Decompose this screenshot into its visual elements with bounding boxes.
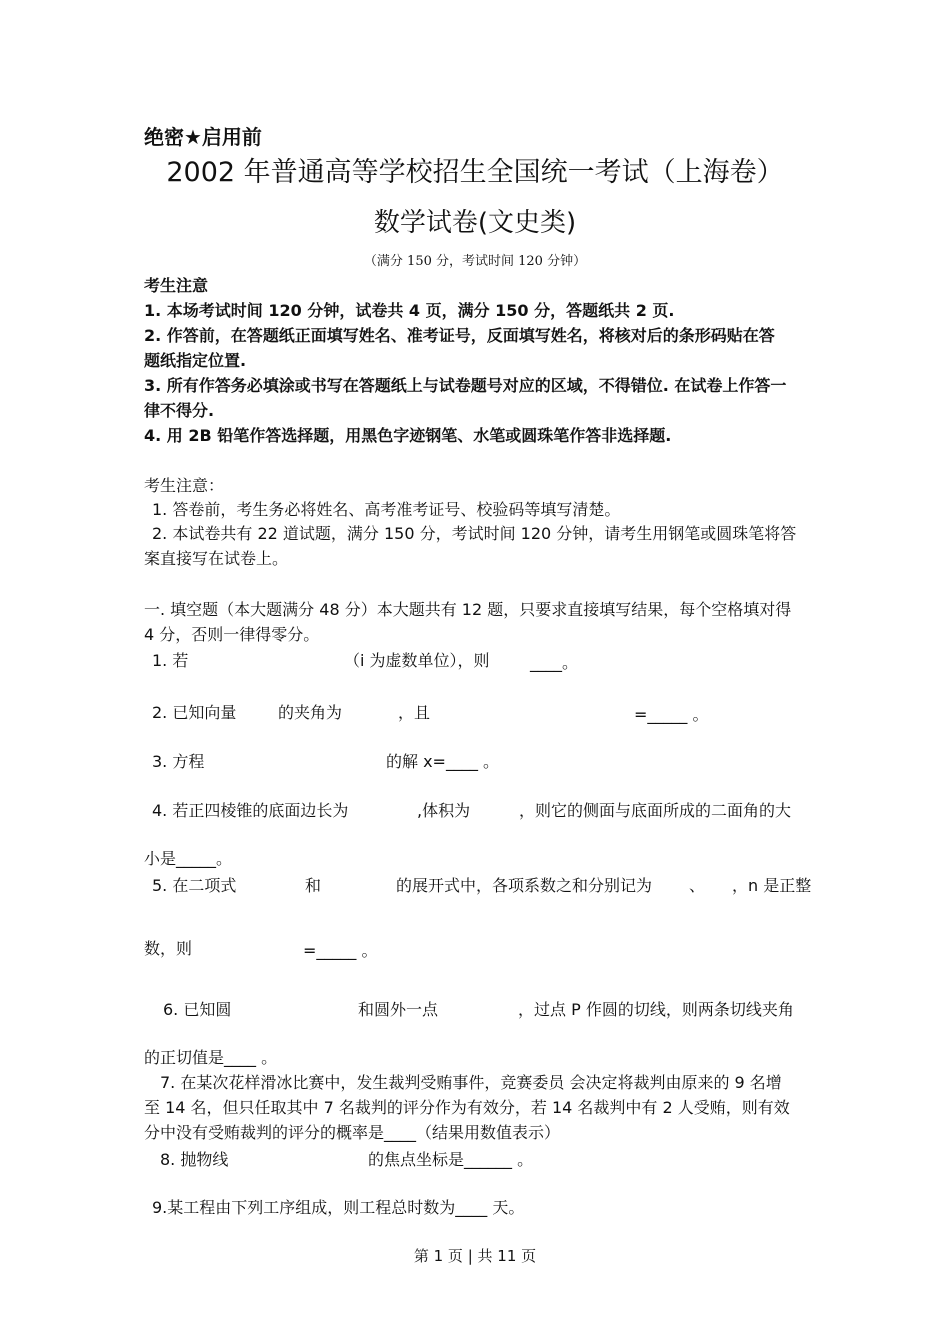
q5-text: ，n 是正整 [732, 876, 812, 895]
exam-subtitle: 数学试卷(文史类) [373, 208, 577, 238]
q1-text: 1. 若 [152, 651, 189, 670]
q5-text: 5. 在二项式 [152, 876, 237, 895]
q5-text: 和 [305, 876, 322, 895]
notice-item: 4. 用 2B 铅笔作答选择题，用黑色字迹钢笔、水笔或圆珠笔作答非选择题. [144, 426, 672, 445]
notice2-item: 1. 答卷前，考生务必将姓名、高考准考证号、校验码等填写清楚。 [152, 500, 621, 519]
notice-heading: 考生注意 [144, 276, 209, 295]
secret-label: 绝密★启用前 [144, 125, 262, 149]
notice2-heading: 考生注意： [144, 476, 225, 495]
q2-text: 2. 已知向量 [152, 703, 237, 722]
q2-text: ，且 [398, 703, 431, 722]
time-note: （满分 150 分，考试时间 120 分钟） [363, 254, 587, 269]
q7-text: 至 14 名，但只任取其中 7 名裁判的评分作为有效分，若 14 名裁判中有 2 人受贿，则有效 [144, 1098, 790, 1117]
q6-text: ，过点 P 作圆的切线，则两条切线夹角 [518, 1000, 794, 1019]
q3-text: 3. 方程 [152, 752, 205, 771]
q6-text: 和圆外一点 [358, 1000, 439, 1019]
q8-blank: 的焦点坐标是______ 。 [368, 1150, 534, 1169]
notice-item: 3. 所有作答务必填涂或书写在答题纸上与试卷题号对应的区域，不得错位. 在试卷上作答一 [144, 376, 787, 395]
q1-blank: ____。 [530, 653, 579, 672]
exam-title: 2002 年普通高等学校招生全国统一考试（上海卷） [166, 157, 784, 188]
q8-text: 8. 抛物线 [160, 1150, 229, 1169]
q5-text: 的展开式中，各项系数之和分别记为 [396, 876, 653, 895]
q5-text: 、 [689, 876, 706, 895]
q7-text: 分中没有受贿裁判的评分的概率是____（结果用数值表示） [144, 1123, 561, 1142]
q4-blank: 小是_____。 [144, 849, 233, 868]
q9-text: 9.某工程由下列工序组成，则工程总时数为____ 天。 [152, 1198, 525, 1217]
notice-item: 1. 本场考试时间 120 分钟，试卷共 4 页，满分 150 分，答题纸共 2 页. [144, 301, 675, 320]
q2-text: 的夹角为 [278, 703, 343, 722]
q6-blank: 的正切值是____ 。 [144, 1048, 278, 1067]
q4-text: ，则它的侧面与底面所成的二面角的大 [519, 801, 792, 820]
q5-blank: =_____ 。 [303, 941, 378, 960]
q4-text: ,体积为 [417, 801, 471, 820]
notice-item: 题纸指定位置. [144, 351, 247, 370]
notice-item: 2. 作答前，在答题纸正面填写姓名、准考证号，反面填写姓名，将核对后的条形码贴在答 [144, 326, 775, 345]
q5-text: 数，则 [144, 939, 193, 958]
q4-text: 4. 若正四棱锥的底面边长为 [152, 801, 349, 820]
section-intro: 一. 填空题（本大题满分 48 分）本大题共有 12 题，只要求直接填写结果，每个空格填对得 [144, 600, 792, 619]
notice-item: 律不得分. [144, 401, 215, 420]
q3-blank: 的解 x=____ 。 [386, 752, 500, 771]
notice2-item: 案直接写在试卷上。 [144, 549, 289, 568]
q1-text: （i 为虚数单位），则 [344, 651, 490, 670]
q6-text: 6. 已知圆 [163, 1000, 232, 1019]
page-footer: 第 1 页 | 共 11 页 [413, 1247, 537, 1265]
q7-text: 7. 在某次花样滑冰比赛中，发生裁判受贿事件，竞赛委员 会决定将裁判由原来的 9 名增 [160, 1073, 782, 1092]
section-intro: 4 分，否则一律得零分。 [144, 625, 320, 644]
q2-blank: =_____ 。 [634, 705, 709, 724]
notice2-item: 2. 本试卷共有 22 道试题，满分 150 分，考试时间 120 分钟，请考生用钢笔或圆珠笔将答 [152, 524, 797, 543]
